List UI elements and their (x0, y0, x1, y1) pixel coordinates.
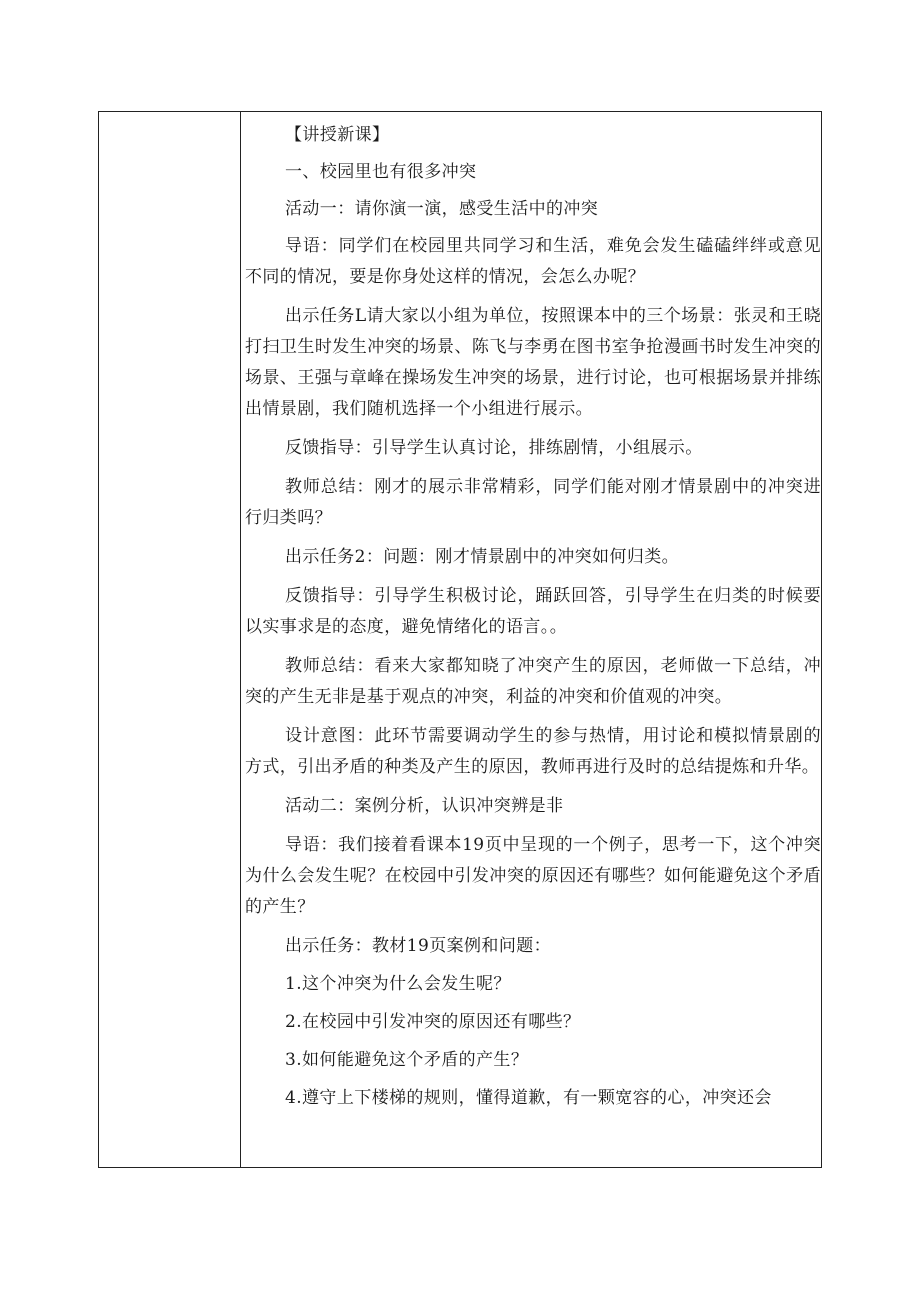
list-item: 3.如何能避免这个矛盾的产生？ (285, 1050, 529, 1070)
table-left-column (99, 112, 241, 1167)
list-item: 2.在校园中引发冲突的原因还有哪些？ (285, 1012, 581, 1032)
subsection-title: 一、校园里也有很多冲突 (285, 162, 477, 182)
intro-paragraph: 导语：同学们在校园里共同学习和生活，难免会发生磕磕绊绊或意见不同的情况，要是你身处这样的情况，会怎么办呢？ (245, 236, 821, 287)
section-heading: 【讲授新课】 (285, 125, 390, 145)
teacher-summary-two: 教师总结：看来大家都知晓了冲突产生的原因，老师做一下总结，冲突的产生无非是基于观点的冲突，利益的冲突和价值观的冲突。 (245, 656, 821, 707)
teacher-summary-one: 教师总结：刚才的展示非常精彩，同学们能对刚才情景剧中的冲突进行归类吗？ (245, 477, 821, 528)
activity-two-title: 活动二：案例分析，认识冲突辨是非 (285, 796, 564, 816)
task-two-paragraph: 出示任务2：问题：刚才情景剧中的冲突如何归类。 (285, 547, 680, 567)
list-item: 1.这个冲突为什么会发生呢？ (285, 974, 511, 994)
feedback-two-paragraph: 反馈指导：引导学生积极讨论，踊跃回答，引导学生在归类的时候要以实事求是的态度，避免情绪化的语言。。 (245, 586, 821, 637)
list-item: 4.遵守上下楼梯的规则，懂得道歉，有一颗宽容的心，冲突还会 (285, 1088, 772, 1108)
task-three-paragraph: 出示任务：教材19页案例和问题： (285, 936, 552, 956)
lesson-table (98, 111, 822, 1168)
design-intent-paragraph: 设计意图：此环节需要调动学生的参与热情，用讨论和模拟情景剧的方式，引出矛盾的种类及产生的原因，教师再进行及时的总结提炼和升华。 (245, 726, 821, 777)
task-one-paragraph: 出示任务L请大家以小组为单位，按照课本中的三个场景：张灵和王晓打扫卫生时发生冲突的场景、陈飞与李勇在图书室争抢漫画书时发生冲突的场景、王强与章峰在操场发生冲突的场景，进行讨论，也可根据场景并排练出情景剧，我们随机选择一个小组进行展示。 (245, 306, 821, 419)
activity-one-title: 活动一：请你演一演，感受生活中的冲突 (285, 199, 599, 219)
intro-two-paragraph: 导语：我们接着看课本19页中呈现的一个例子，思考一下，这个冲突为什么会发生呢？在校园中引发冲突的原因还有哪些？如何能避免这个矛盾的产生？ (245, 835, 821, 917)
table-content-column (241, 112, 821, 1167)
feedback-one-paragraph: 反馈指导：引导学生认真讨论，排练剧情，小组展示。 (285, 438, 703, 458)
